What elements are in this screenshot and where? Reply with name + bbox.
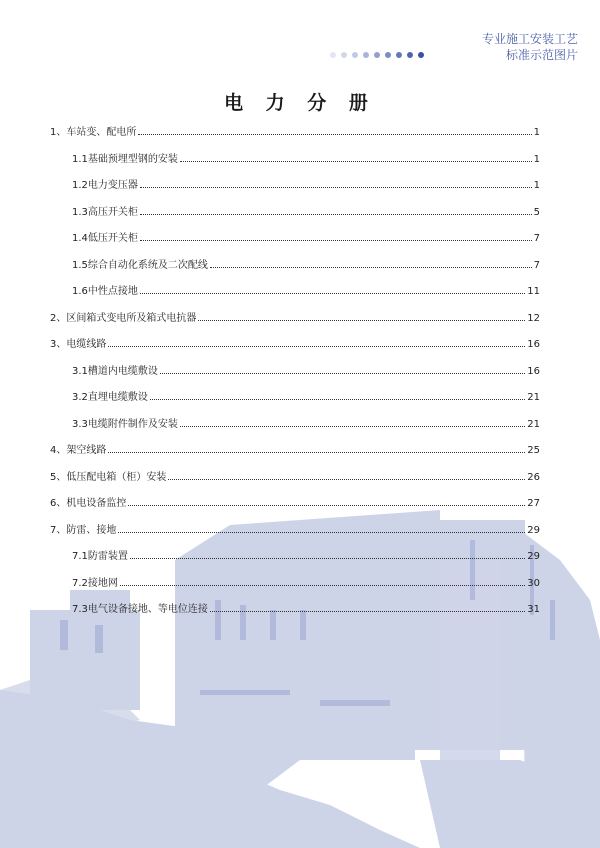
- toc-dot-leader: [180, 161, 532, 162]
- toc-entry-page-number: 11: [527, 286, 540, 297]
- toc-entry-page-number: 29: [527, 524, 540, 536]
- toc-dot-leader: [128, 505, 525, 506]
- toc-dot-leader: [160, 373, 525, 374]
- toc-entry[interactable]: [72, 202, 540, 218]
- toc-dot-leader: [138, 134, 531, 135]
- toc-entry[interactable]: [50, 493, 540, 509]
- toc-entry-label: 7、防雷、接地: [50, 524, 117, 536]
- toc-dot-leader: [168, 479, 525, 480]
- toc-entry-page-number: 27: [527, 498, 540, 509]
- toc-dot-leader: [180, 426, 525, 427]
- toc-entry-page-number: 26: [527, 471, 540, 483]
- decorative-dot: [330, 52, 336, 58]
- toc-entry-label: 7.3电气设备接地、等电位连接: [72, 604, 208, 615]
- decorative-dot: [352, 52, 358, 58]
- toc-dot-leader: [140, 240, 532, 241]
- toc-entry-label: 1.6中性点接地: [72, 286, 138, 297]
- decorative-dot: [385, 52, 391, 58]
- toc-entry-label: 3.2直埋电缆敷设: [72, 392, 148, 403]
- toc-entry-page-number: 29: [527, 551, 540, 562]
- decorative-dot: [407, 52, 413, 58]
- toc-dot-leader: [108, 346, 525, 347]
- toc-entry-page-number: 5: [533, 206, 540, 218]
- toc-entry-page-number: 1: [533, 127, 540, 138]
- toc-entry[interactable]: [72, 573, 540, 589]
- toc-entry-page-number: 12: [527, 312, 540, 324]
- toc-entry-label: 1.4低压开关柜: [72, 233, 138, 244]
- toc-dot-leader: [210, 267, 532, 268]
- toc-entry-label: 7.2接地网: [72, 577, 118, 589]
- toc-entry-label: 1、车站变、配电所: [50, 127, 137, 138]
- decorative-dot: [341, 52, 347, 58]
- toc-dot-leader: [120, 585, 525, 586]
- toc-dot-leader: [108, 452, 525, 453]
- toc-entry-label: 6、机电设备监控: [50, 498, 127, 509]
- series-title-line1: 专业施工安装工艺: [481, 32, 578, 46]
- toc-entry[interactable]: [72, 387, 540, 403]
- toc-entry[interactable]: [50, 334, 540, 350]
- decorative-dot: [418, 52, 424, 58]
- series-header: [428, 28, 578, 64]
- toc-entry[interactable]: [72, 228, 540, 244]
- toc-dot-leader: [150, 399, 525, 400]
- toc-dot-leader: [198, 320, 525, 321]
- toc-entry-page-number: 16: [527, 339, 540, 350]
- toc-dot-leader: [140, 293, 525, 294]
- toc-entry[interactable]: [50, 520, 540, 536]
- toc-entry[interactable]: [50, 122, 540, 138]
- toc-dot-leader: [210, 611, 525, 612]
- toc-entry-label: 5、低压配电箱（柜）安装: [50, 471, 167, 483]
- toc-entry[interactable]: [72, 414, 540, 430]
- decorative-dot: [374, 52, 380, 58]
- toc-entry-label: 2、区间箱式变电所及箱式电抗器: [50, 312, 197, 324]
- toc-entry-page-number: 21: [527, 392, 540, 403]
- decorative-dot: [363, 52, 369, 58]
- toc-entry-page-number: 7: [533, 259, 540, 271]
- toc-entry[interactable]: [72, 361, 540, 377]
- toc-entry-label: 3、电缆线路: [50, 339, 107, 350]
- series-title-line2: 标准示范图片: [505, 48, 578, 62]
- toc-entry-label: 1.3高压开关柜: [72, 206, 138, 218]
- toc-entry[interactable]: [72, 175, 540, 191]
- toc-entry[interactable]: [50, 467, 540, 483]
- toc-entry[interactable]: [72, 546, 540, 562]
- page-title: 电 力 分 册: [224, 92, 376, 114]
- toc-entry[interactable]: [72, 149, 540, 165]
- toc-entry-label: 4、架空线路: [50, 445, 107, 456]
- toc-entry-label: 1.1基础预埋型钢的安装: [72, 153, 178, 165]
- toc-entry-page-number: 21: [527, 418, 540, 430]
- toc-entry-page-number: 7: [533, 233, 540, 244]
- toc-entry-page-number: 1: [533, 180, 540, 191]
- toc-dot-leader: [118, 532, 525, 533]
- toc-entry[interactable]: [50, 440, 540, 456]
- toc-entry[interactable]: [72, 255, 540, 271]
- toc-dot-leader: [140, 187, 532, 188]
- toc-entry[interactable]: [50, 308, 540, 324]
- toc-entry-page-number: 16: [527, 365, 540, 377]
- toc-entry[interactable]: [72, 281, 540, 297]
- toc-dot-leader: [130, 558, 525, 559]
- toc-entry-page-number: 1: [533, 153, 540, 165]
- toc-entry-label: 1.2电力变压器: [72, 180, 138, 191]
- decorative-dot: [396, 52, 402, 58]
- toc-entry-label: 3.3电缆附件制作及安装: [72, 418, 178, 430]
- toc-entry-page-number: 30: [527, 577, 540, 589]
- toc-entry-label: 1.5综合自动化系统及二次配线: [72, 259, 208, 271]
- decorative-dot-row: [330, 52, 430, 60]
- toc-entry[interactable]: [72, 599, 540, 615]
- toc-entry-label: 3.1槽道内电缆敷设: [72, 365, 158, 377]
- toc-entry-page-number: 25: [527, 445, 540, 456]
- toc-entry-page-number: 31: [527, 604, 540, 615]
- toc-entry-label: 7.1防雷装置: [72, 551, 128, 562]
- toc-dot-leader: [140, 214, 532, 215]
